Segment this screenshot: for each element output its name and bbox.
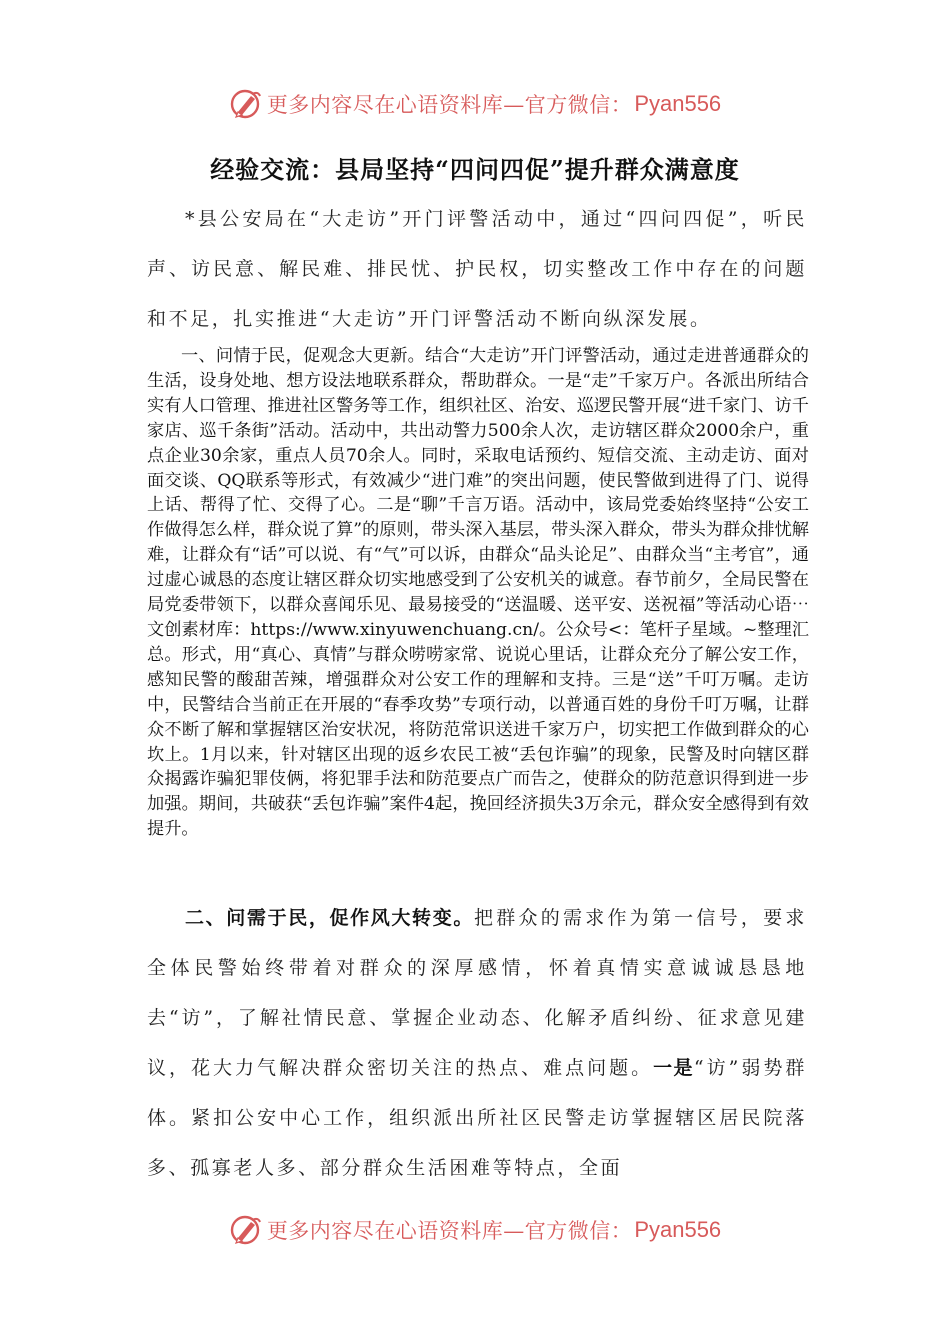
intro-paragraph: *县公安局在“大走访”开门评警活动中，通过“四问四促”，听民声、访民意、解民难、排民忧、护民权，切实整改工作中存在的问题和不足，扎实推进“大走访”开门评警活动不断向纵深发展。 [147,208,807,330]
footer-banner [0,1208,950,1252]
section-2-point-label: 一是 [653,1057,694,1079]
header-banner [0,82,950,126]
section-2-paragraph [147,893,807,1193]
banner-wechat-id: Pyan556 [634,91,722,116]
pen-logo-icon [229,1213,263,1247]
section-2-point-body: “访”弱势群体。紧扣公安中心工作，组织派出所社区民警走访掌握辖区居民院落多、孤寡老人多、部分群众生活困难等特点，全面 [147,1057,807,1179]
section-2-heading: 二、问需于民，促作风大转变。 [185,907,474,929]
banner-text: 更多内容尽在心语资料库—官方微信： [266,93,633,117]
section-2-body: 把群众的需求作为第一信号，要求全体民警始终带着对群众的深厚感情，怀着真情实意诚诚恳恳地去“访”，了解社情民意、掌握企业动态、化解矛盾纠纷、征求意见建议，花大力气解决群众密切关注的热点、难点问题。 [147,907,807,1079]
banner-wechat-id: Pyan556 [634,1217,722,1242]
banner-text: 更多内容尽在心语资料库—官方微信： [266,1219,633,1243]
section-1-paragraph: 一、问情于民，促观念大更新。结合“大走访”开门评警活动，通过走进普通群众的生活，设身处地、想方设法地联系群众，帮助群众。一是“走”千家万户。各派出所结合实有人口管理、推进社区警务等工作，组织社区、治安、巡逻民警开展“进千家门、访千家店、巡千条街”活动。活动中，共出动警力500余人次，走访辖区群众2000余户，重点企业30余家，重点人员70余人。同时，采取电话预约、短信交流、主动走访、面对面交谈、QQ联系等形式，有效减少“进门难”的突出问题，使民警做到进得了门、说得上话、帮得了忙、交得了心。二是“聊”千言万语。活动中，该局党委始终坚持“公安工作做得怎么样，群众说了算”的原则，带头深入基层，带头深入群众，带头为群众排忧解难，让群众有“话”可以说、有“气”可以诉，由群众“品头论足”、由群众当“主考官”，通过虚心诚恳的态度让辖区群众切实地感受到了公安机关的诚意。春节前夕，全局民警在局党委带领下，以群众喜闻乐见、最易接受的“送温暖、送平安、送祝福”等活动心语⋯文创素材库：https://www.xinyuwenchuang.cn/。公众号<：笔杆子星域。~整理汇总。形式，用“真心、真情”与群众唠唠家常、说说心里话，让群众充分了解公安工作，感知民警的酸甜苦辣，增强群众对公安工作的理解和支持。三是“送”千叮万嘱。走访中，民警结合当前正在开展的“春季攻势”专项行动，以普通百姓的身份千叮万嘱，让群众不断了解和掌握辖区治安状况，将防范常识送进千家万户，切实把工作做到群众的心坎上。1月以来，针对辖区出现的返乡农民工被“丢包诈骗”的现象，民警及时向辖区群众揭露诈骗犯罪伎俩，将犯罪手法和防范要点广而告之，使群众的防范意识得到进一步加强。期间，共破获“丢包诈骗”案件4起，挽回经济损失3万余元，群众安全感得到有效提升。 [147,346,809,840]
pen-logo-icon [229,87,263,121]
document-title: 经验交流：县局坚持“四问四促”提升群众满意度 [210,155,740,184]
